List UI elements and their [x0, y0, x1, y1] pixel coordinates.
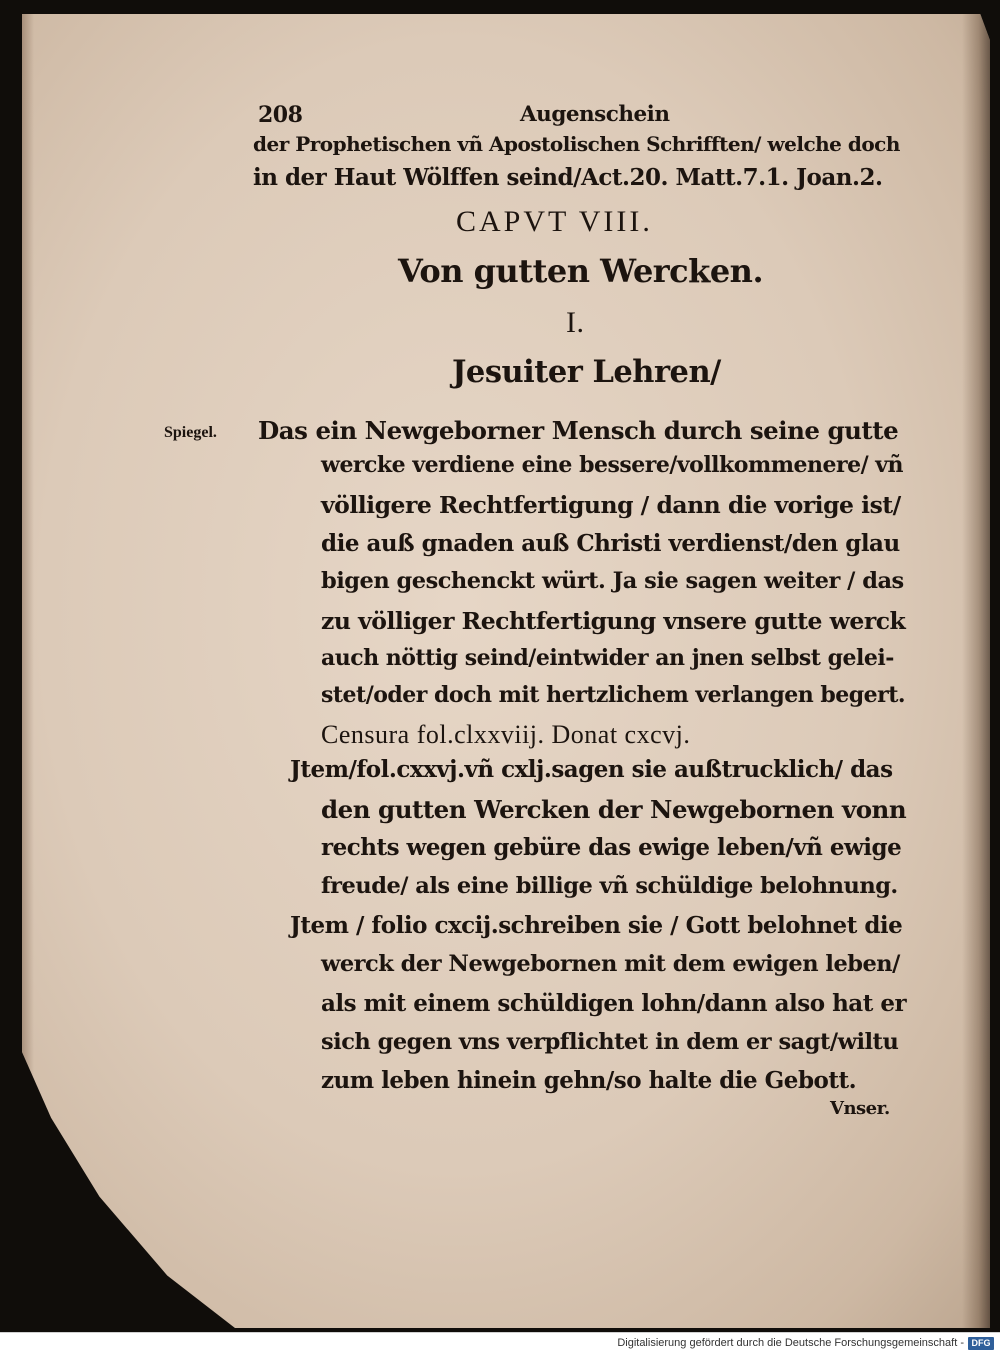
body-line: sich gegen vns verpflichtet in dem er sagt/wiltu	[321, 1029, 899, 1055]
footer-credit: Digitalisierung gefördert durch die Deutsche Forschungsgemeinschaft -	[617, 1337, 964, 1349]
section-number: I.	[566, 306, 585, 339]
body-line: freude/ als eine billige vñ schüldige belohnung.	[321, 873, 898, 899]
page-number: 208	[258, 102, 303, 128]
dfg-logo: DFG	[968, 1337, 994, 1350]
body-line: stet/oder doch mit hertzlichem verlangen begert.	[321, 682, 906, 708]
body-line: Jtem / folio cxcij.schreiben sie / Gott belohnet die	[290, 912, 903, 939]
chapter-heading: CAPVT VIII.	[456, 205, 653, 238]
body-line: zum leben hinein gehn/so halte die Gebott.	[321, 1067, 857, 1094]
chapter-title: Von gutten Wercken.	[398, 252, 764, 290]
body-line: zu völliger Rechtfertigung vnsere gutte werck	[321, 607, 906, 635]
subtitle-line: der Prophetischen vñ Apostolischen Schrifften/ welche doch	[253, 132, 900, 156]
section-heading: Jesuiter Lehren/	[452, 354, 721, 390]
body-line: bigen geschenckt würt. Ja sie sagen weiter / das	[321, 568, 904, 594]
running-head: Augenschein	[520, 102, 670, 127]
body-line: Jtem/fol.cxxvj.vñ cxlj.sagen sie außtrucklich/ das	[290, 756, 893, 783]
subtitle-line: in der Haut Wölffen seind/Act.20. Matt.7.1. Joan.2.	[253, 164, 883, 191]
body-line: Das ein Newgeborner Mensch durch seine gutte	[258, 416, 899, 445]
body-line: Censura fol.clxxviij. Donat cxcvj.	[321, 720, 691, 749]
footer-bar	[0, 1332, 1000, 1355]
body-line: werck der Newgebornen mit dem ewigen leben/	[321, 951, 900, 977]
body-line: völligere Rechtfertigung / dann die vorige ist/	[321, 491, 901, 519]
body-line: wercke verdiene eine bessere/vollkommenere/ vñ	[321, 452, 904, 478]
body-line: den gutten Wercken der Newgebornen vonn	[321, 795, 907, 824]
margin-note: Spiegel.	[164, 424, 217, 441]
body-line: auch nöttig seind/eintwider an jnen selbst gelei-	[321, 645, 894, 671]
body-line: als mit einem schüldigen lohn/dann also hat er	[321, 990, 907, 1017]
catchword: Vnser.	[830, 1098, 890, 1119]
body-line: rechts wegen gebüre das ewige leben/vñ ewige	[321, 834, 902, 861]
body-line: die auß gnaden auß Christi verdienst/den glau	[321, 530, 900, 557]
